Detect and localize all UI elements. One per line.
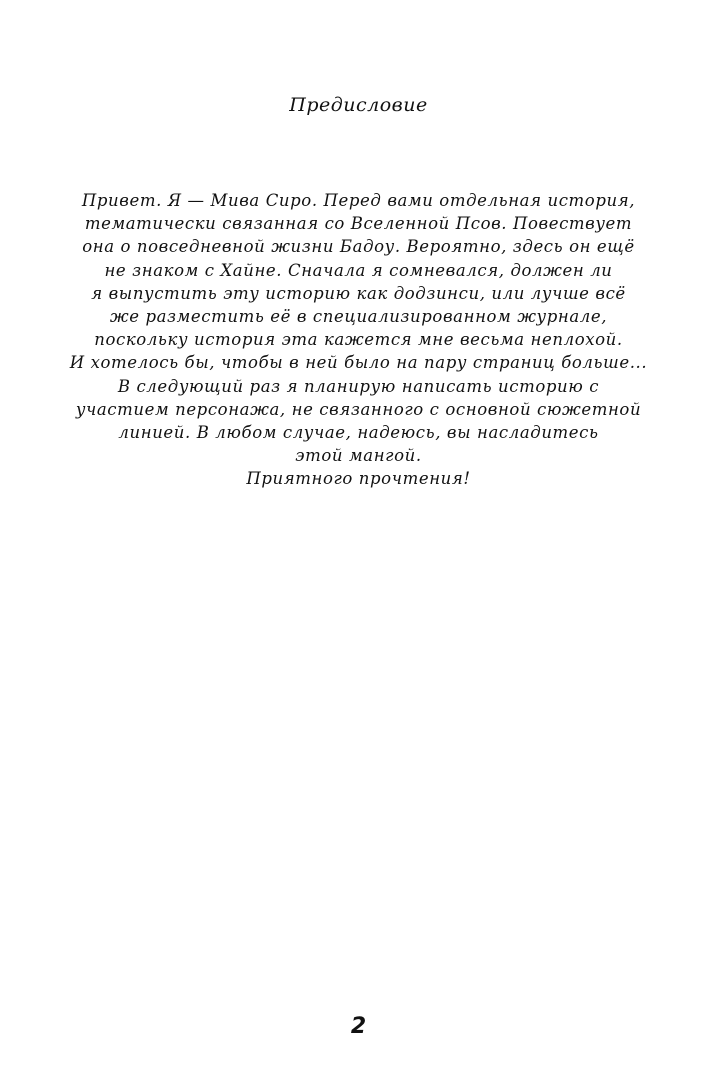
preface-line: этой мангой. [295, 446, 422, 466]
page-number: 2 [350, 1014, 367, 1039]
preface-line: В следующий раз я планирую написать историю с [117, 376, 600, 396]
preface-line: участием персонажа, не связанного с основной сюжетной [75, 399, 642, 419]
preface-line: линией. В любом случае, надеюсь, вы насладитесь [118, 422, 599, 442]
preface-line: я выпустить эту историю как додзинси, или лучше всё [91, 283, 626, 303]
preface-line: Приятного прочтения! [246, 469, 471, 489]
page-title: Предисловие [289, 94, 428, 116]
preface-text [30, 189, 687, 490]
preface-line: она о повседневной жизни Бадоу. Вероятно, здесь он ещё [82, 237, 635, 257]
preface-line: тематически связанная со Вселенной Псов. Повествует [84, 214, 633, 234]
preface-line: поскольку история эта кажется мне весьма неплохой. [94, 330, 623, 350]
preface-line: не знаком с Хайне. Сначала я сомневался, должен ли [104, 260, 613, 280]
preface-line: же разместить её в специализированном журнале, [109, 306, 608, 326]
preface-line: Привет. Я — Мива Сиро. Перед вами отдельная история, [81, 191, 636, 210]
preface-line: И хотелось бы, чтобы в ней было на пару страниц больше... [69, 353, 648, 373]
